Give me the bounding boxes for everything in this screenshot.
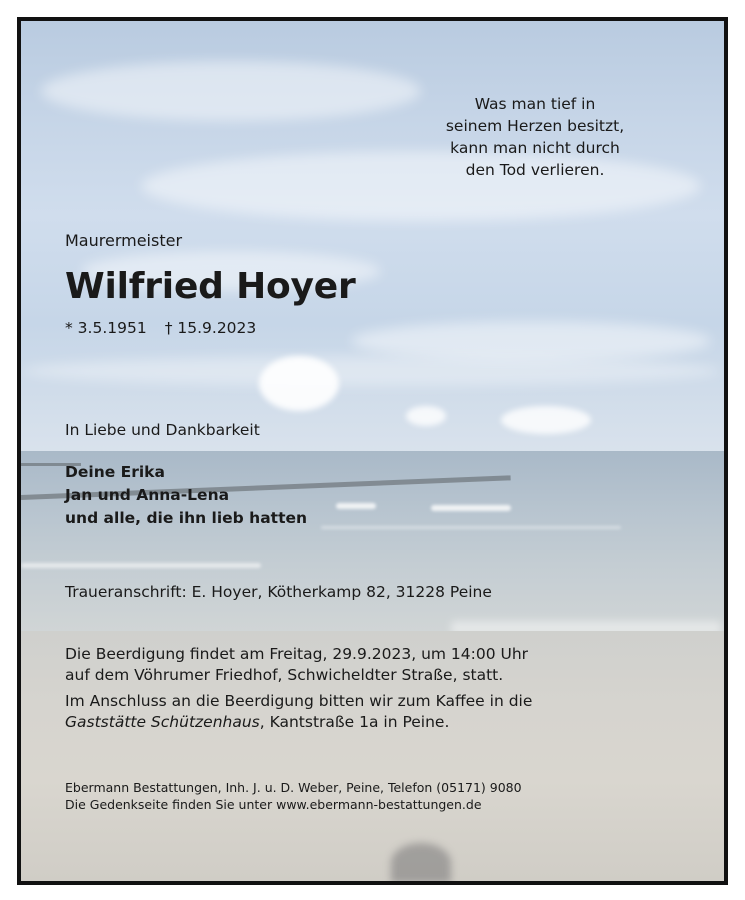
quote-line: seinem Herzen besitzt,: [445, 117, 625, 135]
mourners-list: [65, 461, 307, 530]
life-dates: [65, 319, 256, 337]
profession-title: Maurermeister: [65, 231, 183, 250]
cumulus-cloud: [259, 356, 339, 411]
love-line: In Liebe und Dankbarkeit: [65, 421, 260, 439]
quote-line: Was man tief in: [474, 95, 596, 113]
quote-line: kann man nicht durch: [450, 139, 620, 157]
mourner: Deine Erika: [65, 463, 165, 481]
funeral-info: [65, 644, 528, 686]
memorial-quote: [435, 93, 635, 181]
obituary-frame: [17, 17, 728, 885]
coffee-venue-address: , Kantstraße 1a in Peine.: [259, 713, 450, 731]
coffee-venue: Gaststätte Schützenhaus: [65, 713, 260, 731]
funeral-home-footer: [65, 779, 522, 813]
death-date: † 15.9.2023: [164, 319, 257, 337]
funeral-home-contact: Ebermann Bestattungen, Inh. J. u. D. Weber, Peine, Telefon (05171) 9080: [65, 780, 522, 795]
memorial-page-link: Die Gedenkseite finden Sie unter www.ebermann-bestattungen.de: [65, 797, 482, 812]
funeral-line: Die Beerdigung findet am Freitag, 29.9.2023, um 14:00 Uhr: [65, 645, 529, 663]
mourner: Jan und Anna-Lena: [65, 486, 230, 504]
quote-line: den Tod verlieren.: [465, 161, 605, 179]
birth-date: * 3.5.1951: [65, 319, 147, 337]
coffee-info: [65, 691, 532, 733]
deceased-name: Wilfried Hoyer: [65, 266, 356, 307]
mourner: und alle, die ihn lieb hatten: [65, 509, 308, 527]
coffee-line: Im Anschluss an die Beerdigung bitten wir zum Kaffee in die: [65, 692, 533, 710]
person-shadow: [391, 843, 451, 883]
mourning-address: Traueranschrift: E. Hoyer, Kötherkamp 82, 31228 Peine: [65, 583, 492, 601]
funeral-line: auf dem Vöhrumer Friedhof, Schwicheldter Straße, statt.: [65, 666, 504, 684]
